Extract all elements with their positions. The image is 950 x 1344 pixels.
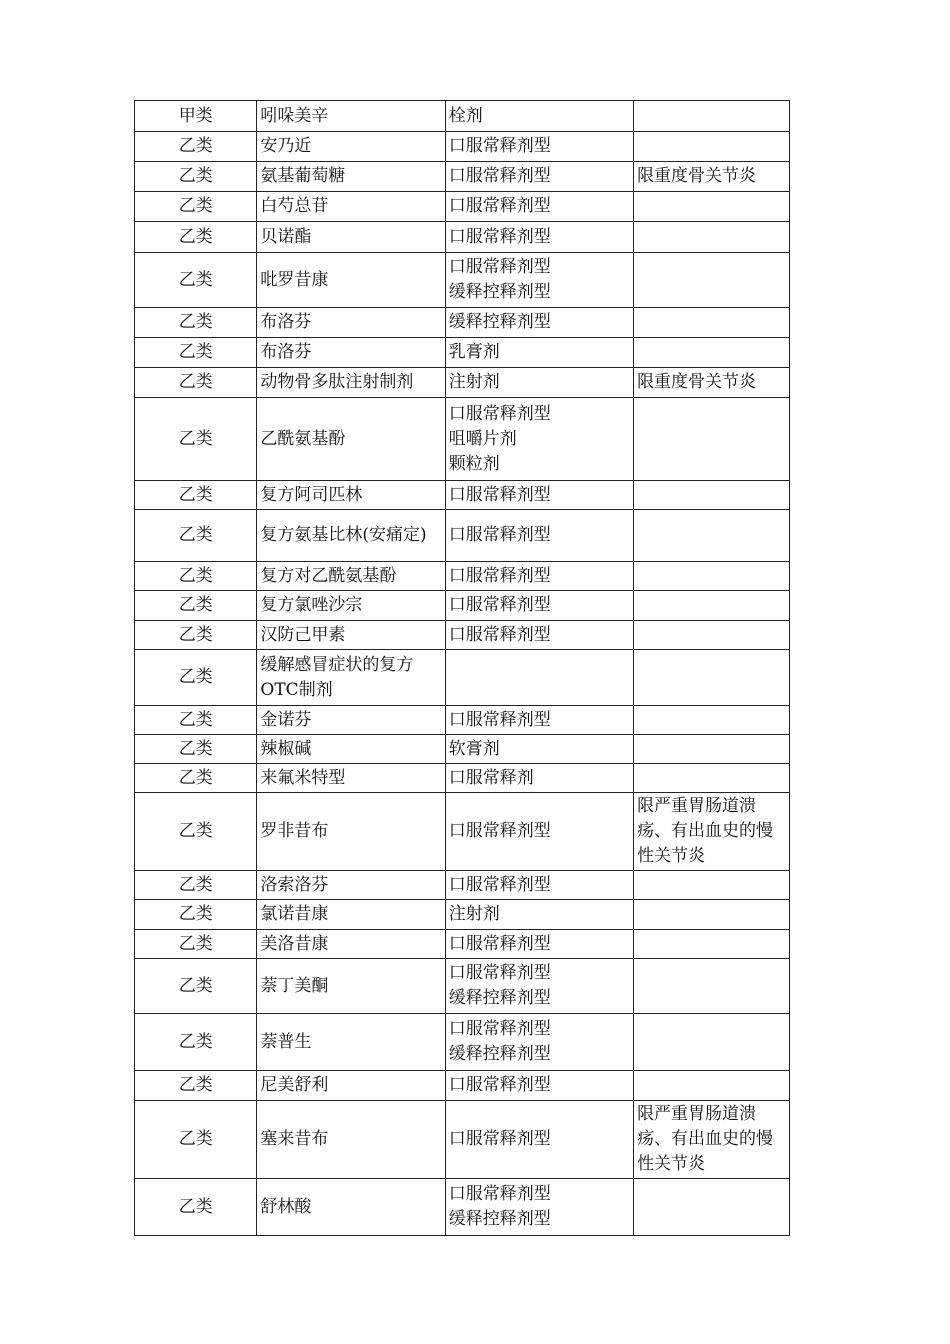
restriction-note-cell: [634, 192, 790, 222]
drug-name-cell: 汉防己甲素: [257, 621, 445, 650]
drug-name-cell: 复方阿司匹林: [257, 481, 445, 510]
table-row: [135, 1179, 790, 1236]
drug-name-cell: 氨基葡萄糖: [257, 162, 445, 192]
restriction-note-cell: [634, 398, 790, 481]
category-cell: 乙类: [135, 621, 257, 650]
restriction-note-cell: [634, 621, 790, 650]
dosage-form-cell: 口服常释剂型: [445, 562, 633, 591]
category-cell: 乙类: [135, 308, 257, 338]
restriction-note-cell: [634, 510, 790, 562]
dosage-form-cell: 口服常释剂型: [445, 481, 633, 510]
drug-name-cell: 布洛芬: [257, 308, 445, 338]
category-cell: 乙类: [135, 368, 257, 398]
restriction-note-cell: 限严重胃肠道溃疡、有出血史的慢性关节炎: [634, 793, 790, 871]
drug-name-cell: 吲哚美辛: [257, 101, 445, 132]
table-row: [135, 706, 790, 735]
dosage-form-cell: 口服常释剂型: [445, 162, 633, 192]
restriction-note-cell: [634, 959, 790, 1014]
restriction-note-cell: [634, 735, 790, 764]
dosage-form-cell: 软膏剂: [445, 735, 633, 764]
category-cell: 乙类: [135, 1014, 257, 1071]
dosage-form-cell: 栓剂: [445, 101, 633, 132]
dosage-form-cell: 口服常释剂型 缓释控释剂型: [445, 1014, 633, 1071]
table-row: [135, 1014, 790, 1071]
table-row: [135, 253, 790, 308]
table-row: [135, 398, 790, 481]
table-row: [135, 222, 790, 253]
restriction-note-cell: [634, 1014, 790, 1071]
dosage-form-cell: 口服常释剂型 缓释控释剂型: [445, 959, 633, 1014]
drug-name-cell: 尼美舒利: [257, 1071, 445, 1101]
restriction-note-cell: [634, 1179, 790, 1236]
table-row: [135, 764, 790, 793]
category-cell: 乙类: [135, 871, 257, 900]
drug-name-cell: 贝诺酯: [257, 222, 445, 253]
drug-name-cell: 吡罗昔康: [257, 253, 445, 308]
restriction-note-cell: 限严重胃肠道溃疡、有出血史的慢性关节炎: [634, 1101, 790, 1179]
restriction-note-cell: [634, 481, 790, 510]
table-row: [135, 930, 790, 959]
table-row: [135, 1071, 790, 1101]
dosage-form-cell: 口服常释剂型: [445, 510, 633, 562]
drug-name-cell: 乙酰氨基酚: [257, 398, 445, 481]
table-row: [135, 338, 790, 368]
dosage-form-cell: 注射剂: [445, 900, 633, 930]
category-cell: 乙类: [135, 706, 257, 735]
table-row: [135, 621, 790, 650]
drug-name-cell: 动物骨多肽注射制剂: [257, 368, 445, 398]
dosage-form-cell: 口服常释剂型: [445, 1101, 633, 1179]
category-cell: 乙类: [135, 1179, 257, 1236]
dosage-form-cell: 口服常释剂型 咀嚼片剂 颗粒剂: [445, 398, 633, 481]
table-row: [135, 101, 790, 132]
restriction-note-cell: [634, 764, 790, 793]
table-row: [135, 959, 790, 1014]
table-row: [135, 900, 790, 930]
table-row: [135, 510, 790, 562]
category-cell: 乙类: [135, 650, 257, 706]
restriction-note-cell: [634, 253, 790, 308]
category-cell: 乙类: [135, 735, 257, 764]
drug-name-cell: 复方对乙酰氨基酚: [257, 562, 445, 591]
table-row: [135, 650, 790, 706]
dosage-form-cell: 口服常释剂型 缓释控释剂型: [445, 253, 633, 308]
table-row: [135, 132, 790, 162]
dosage-form-cell: 口服常释剂型: [445, 871, 633, 900]
dosage-form-cell: 缓释控释剂型: [445, 308, 633, 338]
restriction-note-cell: [634, 308, 790, 338]
dosage-form-cell: 口服常释剂型: [445, 706, 633, 735]
category-cell: 乙类: [135, 510, 257, 562]
drug-name-cell: 辣椒碱: [257, 735, 445, 764]
category-cell: 乙类: [135, 481, 257, 510]
restriction-note-cell: [634, 101, 790, 132]
drug-name-cell: 金诺芬: [257, 706, 445, 735]
table-row: [135, 871, 790, 900]
drug-name-cell: 复方氨基比林(安痛定): [257, 510, 445, 562]
dosage-form-cell: 口服常释剂型: [445, 1071, 633, 1101]
drug-name-cell: 布洛芬: [257, 338, 445, 368]
category-cell: 乙类: [135, 1101, 257, 1179]
category-cell: 乙类: [135, 793, 257, 871]
restriction-note-cell: [634, 930, 790, 959]
dosage-form-cell: 乳膏剂: [445, 338, 633, 368]
dosage-form-cell: 口服常释剂型: [445, 793, 633, 871]
dosage-form-cell: 口服常释剂型: [445, 591, 633, 621]
restriction-note-cell: 限重度骨关节炎: [634, 162, 790, 192]
table-row: [135, 562, 790, 591]
category-cell: 乙类: [135, 338, 257, 368]
table-row: [135, 735, 790, 764]
restriction-note-cell: [634, 562, 790, 591]
category-cell: 乙类: [135, 253, 257, 308]
category-cell: 乙类: [135, 398, 257, 481]
drug-name-cell: 安乃近: [257, 132, 445, 162]
category-cell: 乙类: [135, 192, 257, 222]
drug-table: [134, 100, 790, 1236]
drug-name-cell: 白芍总苷: [257, 192, 445, 222]
table-row: [135, 591, 790, 621]
restriction-note-cell: [634, 650, 790, 706]
category-cell: 乙类: [135, 1071, 257, 1101]
drug-name-cell: 塞来昔布: [257, 1101, 445, 1179]
drug-name-cell: 美洛昔康: [257, 930, 445, 959]
dosage-form-cell: 口服常释剂型: [445, 192, 633, 222]
table-row: [135, 308, 790, 338]
table-row: [135, 162, 790, 192]
category-cell: 乙类: [135, 222, 257, 253]
category-cell: 乙类: [135, 900, 257, 930]
dosage-form-cell: 口服常释剂: [445, 764, 633, 793]
drug-name-cell: 舒林酸: [257, 1179, 445, 1236]
dosage-form-cell: 口服常释剂型: [445, 132, 633, 162]
restriction-note-cell: [634, 338, 790, 368]
table-row: [135, 1101, 790, 1179]
restriction-note-cell: [634, 706, 790, 735]
restriction-note-cell: [634, 1071, 790, 1101]
table-row: [135, 481, 790, 510]
drug-name-cell: 氯诺昔康: [257, 900, 445, 930]
restriction-note-cell: [634, 900, 790, 930]
dosage-form-cell: [445, 650, 633, 706]
drug-name-cell: 来氟米特型: [257, 764, 445, 793]
restriction-note-cell: 限重度骨关节炎: [634, 368, 790, 398]
category-cell: 乙类: [135, 764, 257, 793]
table-row: [135, 793, 790, 871]
dosage-form-cell: 注射剂: [445, 368, 633, 398]
drug-name-cell: 萘丁美酮: [257, 959, 445, 1014]
table-row: [135, 192, 790, 222]
drug-name-cell: 复方氯唑沙宗: [257, 591, 445, 621]
restriction-note-cell: [634, 871, 790, 900]
restriction-note-cell: [634, 591, 790, 621]
dosage-form-cell: 口服常释剂型: [445, 222, 633, 253]
category-cell: 乙类: [135, 162, 257, 192]
category-cell: 乙类: [135, 930, 257, 959]
drug-name-cell: 罗非昔布: [257, 793, 445, 871]
dosage-form-cell: 口服常释剂型 缓释控释剂型: [445, 1179, 633, 1236]
dosage-form-cell: 口服常释剂型: [445, 930, 633, 959]
restriction-note-cell: [634, 132, 790, 162]
drug-name-cell: 洛索洛芬: [257, 871, 445, 900]
restriction-note-cell: [634, 222, 790, 253]
drug-name-cell: 缓解感冒症状的复方OTC制剂: [257, 650, 445, 706]
category-cell: 甲类: [135, 101, 257, 132]
table-row: [135, 368, 790, 398]
category-cell: 乙类: [135, 591, 257, 621]
dosage-form-cell: 口服常释剂型: [445, 621, 633, 650]
category-cell: 乙类: [135, 562, 257, 591]
drug-name-cell: 萘普生: [257, 1014, 445, 1071]
table-body: [135, 101, 790, 1236]
category-cell: 乙类: [135, 959, 257, 1014]
category-cell: 乙类: [135, 132, 257, 162]
